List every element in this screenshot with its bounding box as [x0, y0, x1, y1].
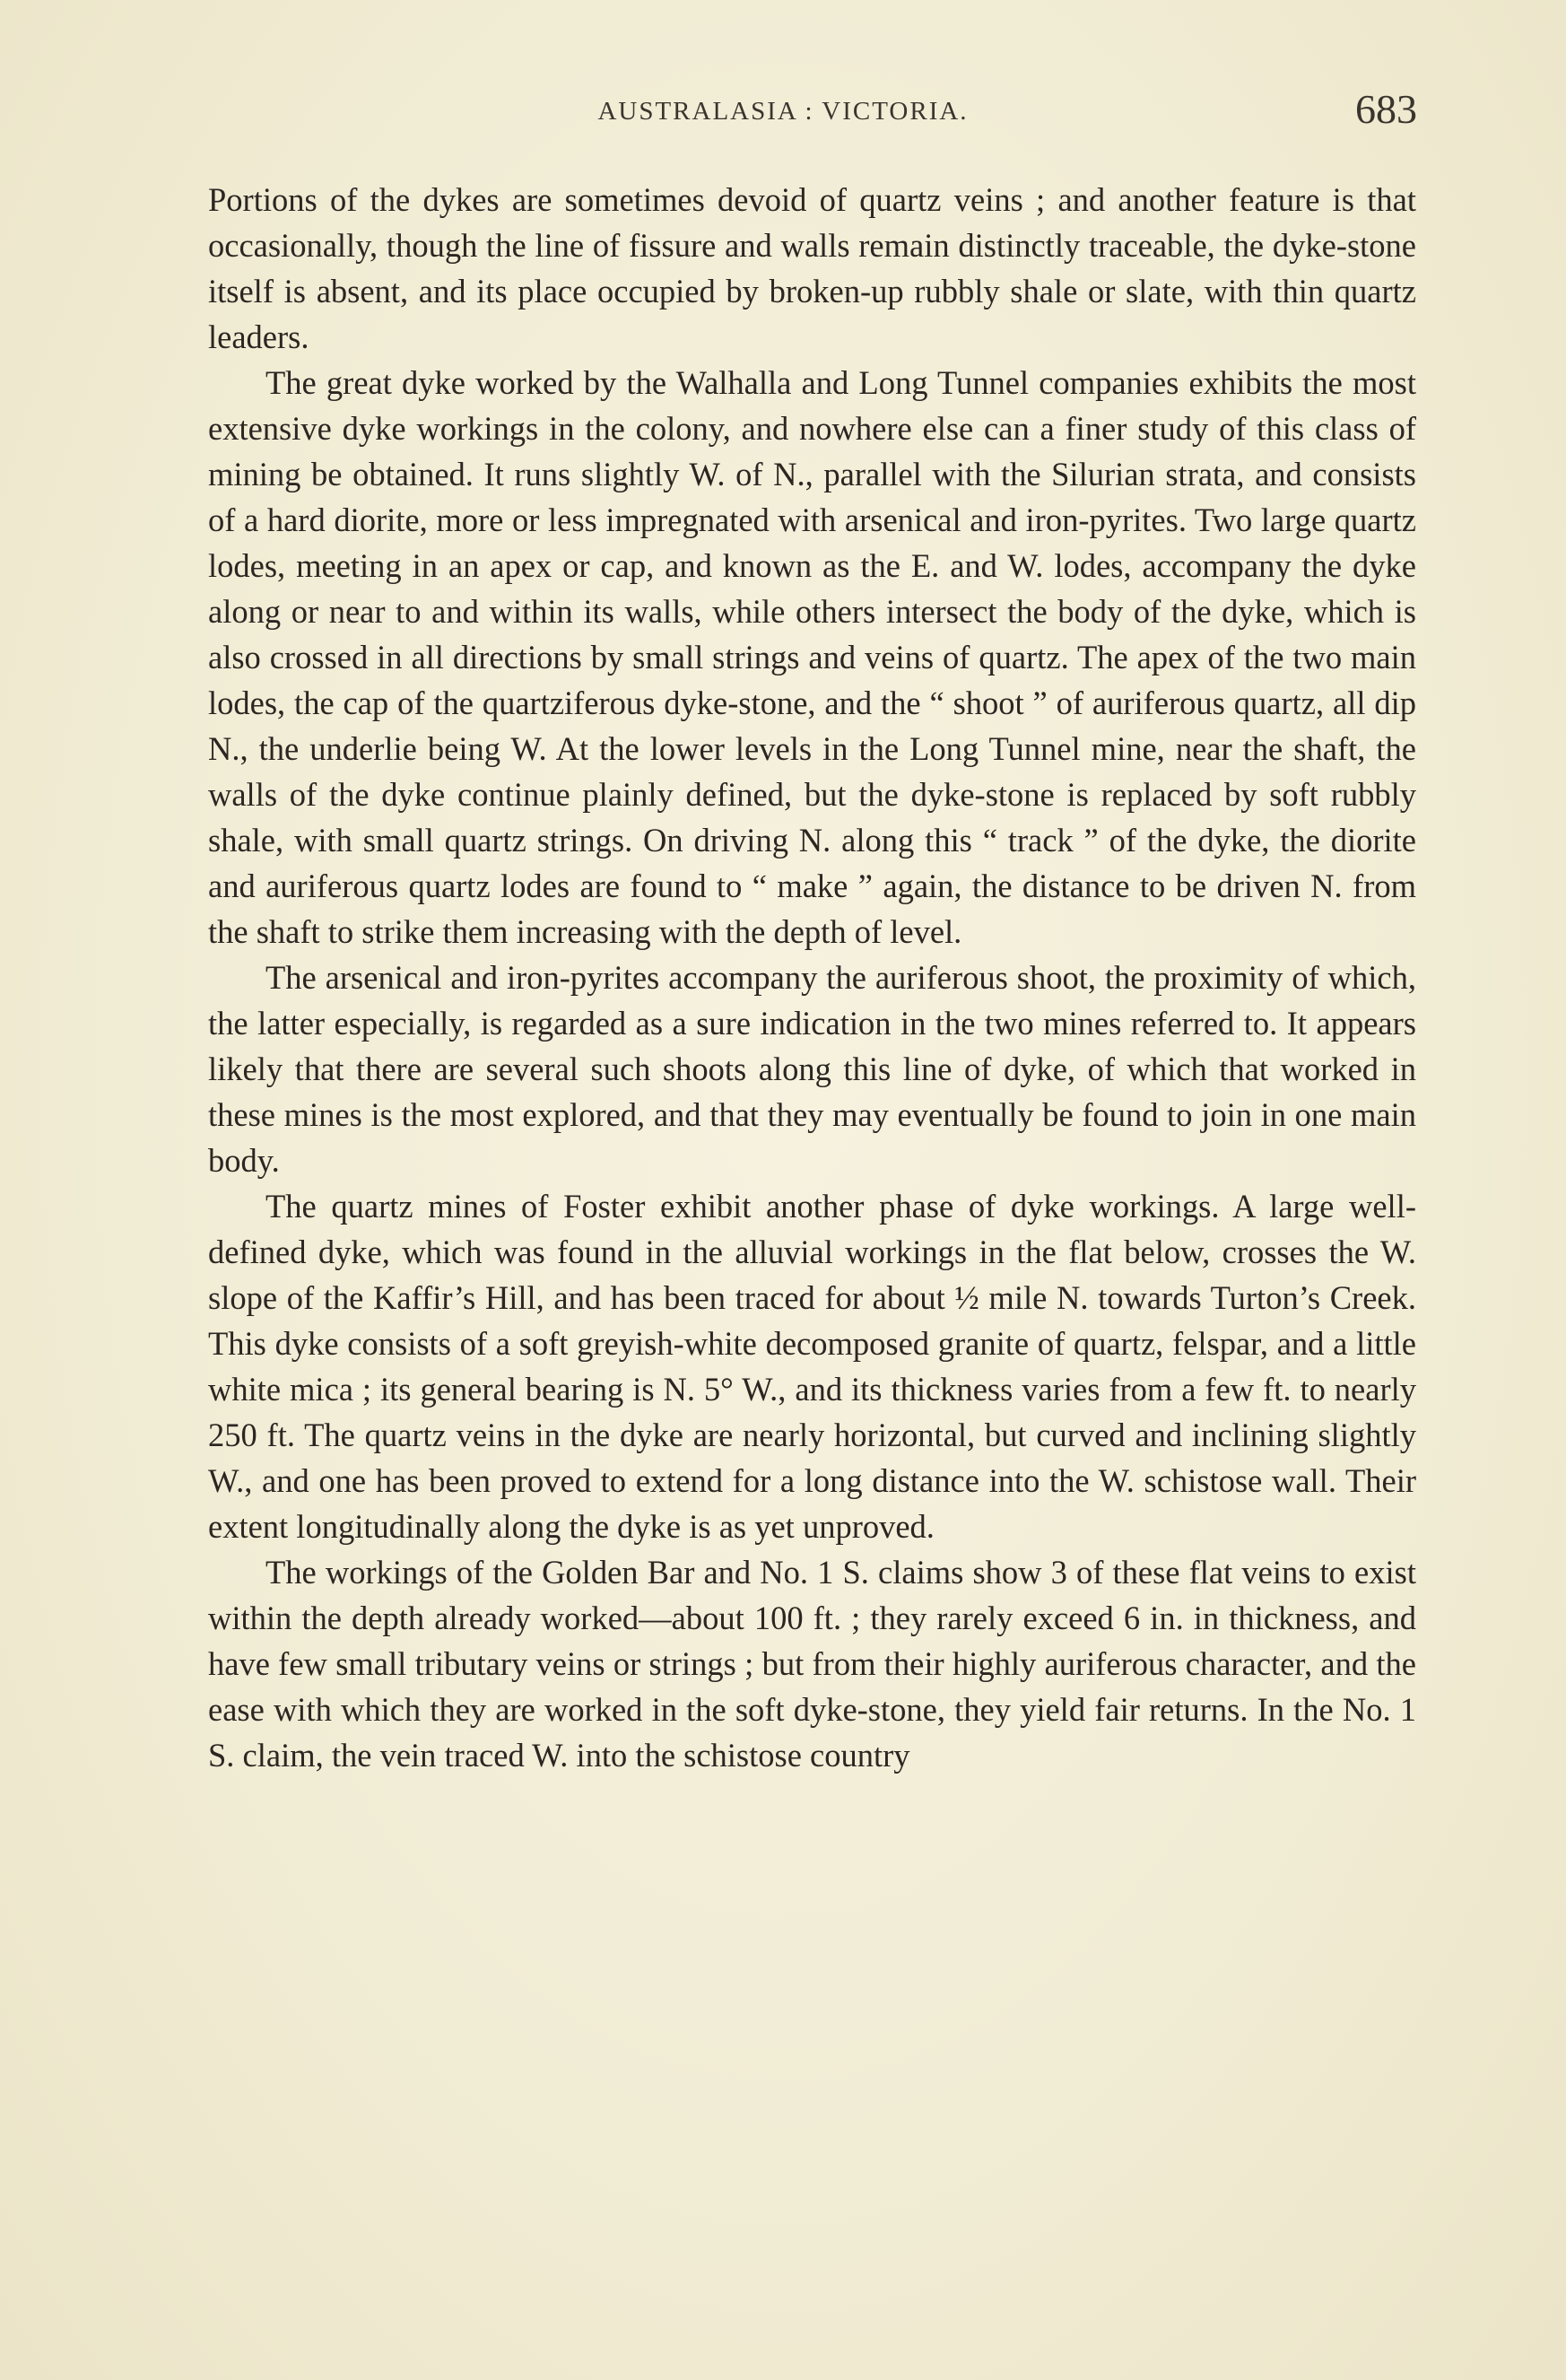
body-text	[208, 177, 1416, 1778]
paragraph: The workings of the Golden Bar and No. 1 S. claims show 3 of these flat veins to exist within the depth already worked—about 100 ft. ; they rarely exceed 6 in. in thickness, and have few small tributary veins or strings ; but from their highly auriferous character, and the ease with which they are worked in the soft dyke-stone, they yield fair returns. In the No. 1 S. claim, the vein traced W. into the schistose country	[208, 1554, 1416, 1774]
paragraph: The arsenical and iron-pyrites accompany the auriferous shoot, the proximity of which, the latter especially, is regarded as a sure indication in the two mines referred to. It appears likely that there are several such shoots along this line of dyke, of which that worked in these mines is the most explored, and that they may eventually be found to join in one main body.	[208, 959, 1416, 1179]
paragraph: The quartz mines of Foster exhibit another phase of dyke workings. A large well-defined dyke, which was found in the alluvial workings in the flat below, crosses the W. slope of the Kaffir’s Hill, and has been traced for about ½ mile N. towards Turton’s Creek. This dyke consists of a soft greyish-white decomposed granite of quartz, felspar, and a little white mica ; its general bearing is N. 5° W., and its thickness varies from a few ft. to nearly 250 ft. The quartz veins in the dyke are nearly horizontal, but curved and inclining slightly W., and one has been proved to extend for a long distance into the W. schistose wall. Their extent longitudinally along the dyke is as yet unproved.	[208, 1188, 1416, 1545]
running-title: AUSTRALASIA : VICTORIA.	[597, 97, 969, 126]
paragraph: The great dyke worked by the Walhalla and Long Tunnel companies exhibits the most extensive dyke workings in the colony, and nowhere else can a finer study of this class of mining be obtained. It runs slightly W. of N., parallel with the Silurian strata, and consists of a hard diorite, more or less impregnated with arsenical and iron-pyrites. Two large quartz lodes, meeting in an apex or cap, and known as the E. and W. lodes, accompany the dyke along or near to and within its walls, while others intersect the body of the dyke, which is also crossed in all directions by small strings and veins of quartz. The apex of the two main lodes, the cap of the quartziferous dyke-stone, and the “ shoot ” of auriferous quartz, all dip N., the underlie being W. At the lower levels in the Long Tunnel mine, near the shaft, the walls of the dyke continue plainly defined, but the dyke-stone is replaced by soft rubbly shale, with small quartz strings. On driving N. along this “ track ” of the dyke, the diorite and auriferous quartz lodes are found to “ make ” again, the distance to be driven N. from the shaft to strike them increasing with the depth of level.	[208, 364, 1416, 950]
page-number: 683	[1355, 86, 1417, 132]
paragraph: Portions of the dykes are sometimes devoid of quartz veins ; and another feature is that occasionally, though the line of fissure and walls remain distinctly traceable, the dyke-stone itself is absent, and its place occupied by broken-up rubbly shale or slate, with thin quartz leaders.	[208, 181, 1416, 355]
